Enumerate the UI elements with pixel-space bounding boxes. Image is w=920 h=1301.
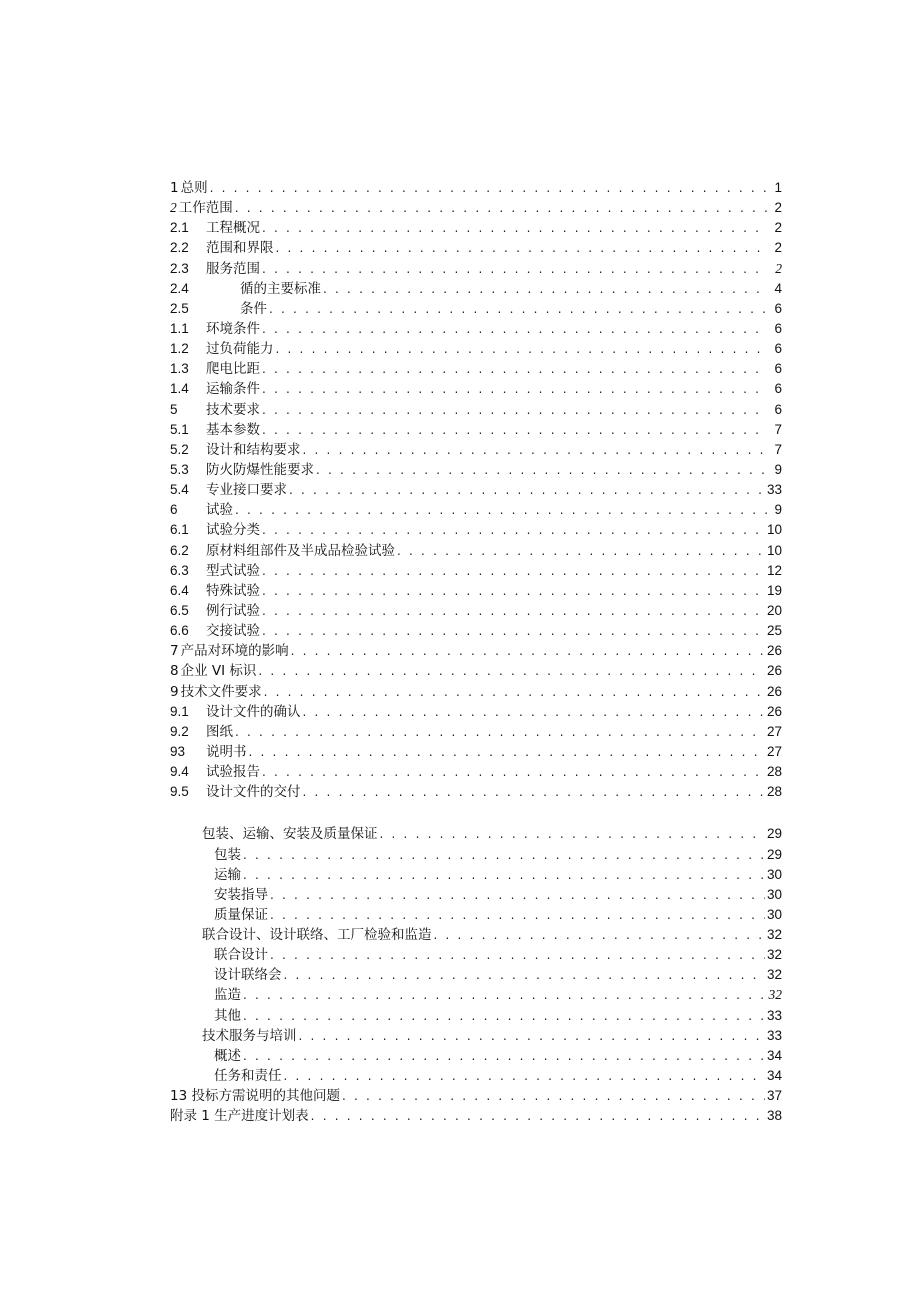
toc-entry[interactable] [170,541,782,561]
toc-entry[interactable] [170,824,782,844]
toc-entry-title: 联合设计 [214,947,268,964]
leader-dots [262,359,768,379]
toc-entry-title: 运输 [214,866,241,883]
toc-entry[interactable] [170,742,782,762]
toc-entry-title: 联合设计、设计联络、工厂检验和监造 [202,927,432,944]
toc-entry-number: 93 [170,743,186,759]
toc-entry-page: 27 [766,743,782,759]
toc-entry-title: 附录 1 生产进度计划表 [170,1108,309,1125]
toc-entry-page: 32 [768,987,782,1003]
toc-entry-title: 交接试验 [206,623,260,640]
toc-entry-number: 2.2 [170,240,189,256]
leader-dots [262,561,765,581]
toc-entry-page: 26 [766,663,782,679]
toc-entry-page: 4 [774,280,782,296]
toc-entry-number: 1.3 [170,361,189,377]
toc-entry[interactable] [170,845,782,865]
toc-entry-number: 5 [170,401,178,417]
leader-dots [270,885,765,905]
leader-dots [284,1066,765,1086]
toc-entry-title: 企业 VI 标识 [180,663,257,680]
toc-entry-title: 任务和责任 [214,1068,282,1085]
toc-entry-title: 说明书 [206,743,247,760]
table-of-contents [170,178,782,1126]
toc-entry[interactable] [170,198,782,218]
leader-dots [262,319,768,339]
toc-entry-title: 监造 [214,987,241,1004]
toc-entry-number: 9.2 [170,723,189,739]
toc-entry-number: 9.5 [170,784,189,800]
toc-entry-page: 26 [766,683,782,699]
toc-entry-number: 2 [170,200,177,216]
leader-dots [243,845,765,865]
toc-entry-title: 爬电比距 [206,361,260,378]
leader-dots [235,722,765,742]
toc-entry[interactable] [170,682,782,702]
toc-entry[interactable] [170,661,782,681]
section-gap [170,802,782,824]
toc-entry[interactable] [170,379,782,399]
toc-entry-title: 产品对环境的影响 [180,643,289,660]
toc-entry[interactable] [170,1066,782,1086]
toc-entry[interactable] [170,178,782,198]
toc-entry-page: 29 [766,826,782,842]
toc-entry-number: 6.4 [170,582,189,598]
leader-dots [316,460,768,480]
toc-entry-page: 33 [766,1007,782,1023]
toc-entry-page: 2 [774,200,782,216]
toc-entry-page: 34 [766,1068,782,1084]
toc-entry[interactable] [170,259,782,279]
toc-entry[interactable] [170,218,782,238]
toc-entry-page: 25 [766,623,782,639]
toc-entry-page: 32 [766,967,782,983]
toc-entry-title: 型式试验 [206,562,260,579]
toc-entry[interactable] [170,702,782,722]
toc-entry-page: 6 [774,381,782,397]
toc-entry-title: 例行试验 [206,602,260,619]
toc-entry-title: 设计文件的交付 [206,784,301,801]
toc-entry[interactable] [170,359,782,379]
toc-entry-title: 设计和结构要求 [206,441,301,458]
toc-entry[interactable] [170,945,782,965]
toc-entry-number: 2.5 [170,300,189,316]
toc-entry-page: 7 [774,441,782,457]
toc-entry-page: 32 [766,927,782,943]
leader-dots [284,965,765,985]
toc-entry[interactable] [170,1006,782,1026]
toc-entry-title: 原材料组部件及半成品检验试验 [206,542,395,559]
toc-entry-title: 设计文件的确认 [206,703,301,720]
toc-entry-title: 安装指导 [214,886,268,903]
toc-entry-title: 总则 [180,180,208,196]
leader-dots [276,339,769,359]
toc-entry[interactable] [170,965,782,985]
toc-entry-title: 运输条件 [206,381,260,398]
toc-entry-number: 1 [170,180,179,196]
leader-dots [276,238,769,258]
toc-entry-page: 37 [766,1088,782,1104]
toc-entry[interactable] [170,865,782,885]
toc-entry-title: 其他 [214,1007,241,1024]
toc-entry-number: 6.2 [170,542,189,558]
toc-entry-page: 6 [774,300,782,316]
toc-entry-number: 9 [170,683,179,700]
leader-dots [210,178,768,198]
toc-entry-number: 1.1 [170,320,189,336]
leader-dots [291,641,765,661]
leader-dots [323,279,768,299]
toc-entry[interactable] [170,339,782,359]
toc-entry[interactable] [170,905,782,925]
leader-dots [434,925,765,945]
toc-entry-page: 2 [775,260,782,276]
toc-entry-page: 20 [766,602,782,618]
toc-entry-title: 条件 [240,300,267,317]
toc-entry-number: 9.1 [170,703,189,719]
toc-entry-number: 2.4 [170,280,189,296]
toc-entry-page: 1 [774,180,782,195]
toc-entry-title: 工程概况 [206,220,260,237]
toc-entry-title: 质量保证 [214,906,268,923]
toc-entry-number: 2.3 [170,260,189,276]
toc-entry-title: 设计联络会 [214,967,282,984]
toc-entry-page: 6 [774,320,782,336]
toc-entry-page: 2 [774,220,782,236]
leader-dots [380,824,765,844]
toc-entry-page: 28 [766,784,782,800]
toc-entry-page: 26 [766,703,782,719]
leader-dots [243,985,767,1005]
leader-dots [258,661,765,681]
toc-entry-number: 1.4 [170,381,189,397]
leader-dots [262,400,768,420]
toc-entry-page: 33 [766,1027,782,1043]
toc-entry-title: 13 投标方需说明的其他问题 [170,1088,340,1105]
toc-entry[interactable] [170,641,782,661]
leader-dots [249,742,765,762]
leader-dots [243,865,765,885]
toc-entry-title: 基本参数 [206,421,260,438]
toc-entry-page: 7 [774,421,782,437]
toc-entry-number: 6.3 [170,562,189,578]
toc-entry-page: 30 [766,886,782,902]
leader-dots [270,945,765,965]
toc-entry-title: 包装、运输、安装及质量保证 [202,826,378,843]
leader-dots [235,198,768,218]
toc-entry-page: 6 [774,401,782,417]
toc-entry-number: 8 [170,663,179,680]
leader-dots [262,379,768,399]
toc-entry[interactable] [170,1106,782,1126]
toc-entry[interactable] [170,420,782,440]
toc-entry-page: 10 [766,542,782,558]
toc-entry-title: 专业接口要求 [206,482,287,499]
toc-entry[interactable] [170,925,782,945]
toc-entry-title: 概述 [214,1047,241,1064]
leader-dots [303,440,769,460]
toc-entry-title: 特殊试验 [206,582,260,599]
toc-entry[interactable] [170,480,782,500]
toc-entry-title: 工作范围 [178,200,233,217]
leader-dots [243,1046,765,1066]
toc-entry[interactable] [170,1086,782,1106]
toc-entry[interactable] [170,621,782,641]
toc-entry-page: 33 [766,482,782,498]
toc-entry-title: 技术服务与培训 [202,1027,297,1044]
toc-entry[interactable] [170,460,782,480]
toc-entry-page: 10 [766,522,782,538]
toc-entry-page: 19 [766,582,782,598]
toc-entry-number: 5.4 [170,482,189,498]
leader-dots [262,601,765,621]
toc-entry-title: 过负荷能力 [206,341,274,358]
leader-dots [262,520,765,540]
leader-dots [262,581,765,601]
leader-dots [311,1106,765,1126]
leader-dots [262,218,768,238]
toc-entry-page: 26 [766,643,782,659]
toc-entry[interactable] [170,279,782,299]
toc-entry-page: 29 [766,846,782,862]
toc-entry-title: 范围和界限 [206,240,274,257]
toc-entry-page: 38 [766,1108,782,1124]
toc-entry[interactable] [170,400,782,420]
toc-entry-page: 6 [774,341,782,357]
toc-entry-number: 5.1 [170,421,189,437]
leader-dots [262,420,768,440]
toc-entry-title: 包装 [214,846,241,863]
toc-entry-title: 防火防爆性能要求 [206,461,314,478]
toc-entry[interactable] [170,500,782,520]
toc-entry[interactable] [170,985,782,1005]
leader-dots [342,1086,765,1106]
toc-entry-page: 12 [766,562,782,578]
toc-entry[interactable] [170,238,782,258]
toc-entry-number: 2.1 [170,220,189,236]
toc-entry-number: 5.2 [170,441,189,457]
leader-dots [264,682,765,702]
leader-dots [303,782,765,802]
toc-entry-number: 9.4 [170,764,189,780]
toc-entry[interactable] [170,581,782,601]
leader-dots [235,500,768,520]
leader-dots [303,702,765,722]
toc-entry[interactable] [170,440,782,460]
toc-entry-page: 30 [766,906,782,922]
leader-dots [299,1026,765,1046]
toc-entry-title: 循的主要标准 [240,280,321,297]
toc-entry[interactable] [170,299,782,319]
toc-entry-page: 27 [766,723,782,739]
toc-entry-number: 6.1 [170,522,189,538]
toc-entry[interactable] [170,1026,782,1046]
toc-entry-title: 图纸 [206,723,233,740]
toc-entry-page: 30 [766,866,782,882]
toc-entry[interactable] [170,319,782,339]
toc-entry-page: 34 [766,1047,782,1063]
toc-entry[interactable] [170,782,782,802]
toc-entry-title: 技术要求 [206,401,260,418]
toc-entry[interactable] [170,885,782,905]
toc-entry[interactable] [170,561,782,581]
toc-entry-page: 2 [774,240,782,256]
toc-entry-number: 6.6 [170,623,189,639]
toc-entry-number: 5.3 [170,461,189,477]
leader-dots [269,299,768,319]
toc-entry-number: 6 [170,502,178,518]
toc-entry-page: 9 [774,461,782,477]
toc-entry-page: 32 [766,947,782,963]
leader-dots [397,541,765,561]
leader-dots [262,621,765,641]
toc-entry[interactable] [170,520,782,540]
toc-entry-title: 试验报告 [206,764,260,781]
toc-entry-page: 6 [774,361,782,377]
leader-dots [262,762,765,782]
toc-entry-title: 试验分类 [206,522,260,539]
toc-entry-number: 7 [170,643,179,660]
toc-entry[interactable] [170,762,782,782]
toc-entry[interactable] [170,1046,782,1066]
leader-dots [243,1006,765,1026]
toc-entry-title: 环境条件 [206,320,260,337]
toc-entry-number: 6.5 [170,602,189,618]
toc-entry-page: 28 [766,764,782,780]
leader-dots [289,480,765,500]
toc-entry-number: 1.2 [170,341,189,357]
toc-entry[interactable] [170,601,782,621]
toc-entry-title: 试验 [206,502,233,519]
leader-dots [270,905,765,925]
toc-entry-title: 技术文件要求 [180,683,262,700]
toc-entry-title: 服务范围 [206,260,260,277]
leader-dots [262,259,768,279]
toc-entry-page: 9 [774,502,782,518]
toc-entry[interactable] [170,722,782,742]
